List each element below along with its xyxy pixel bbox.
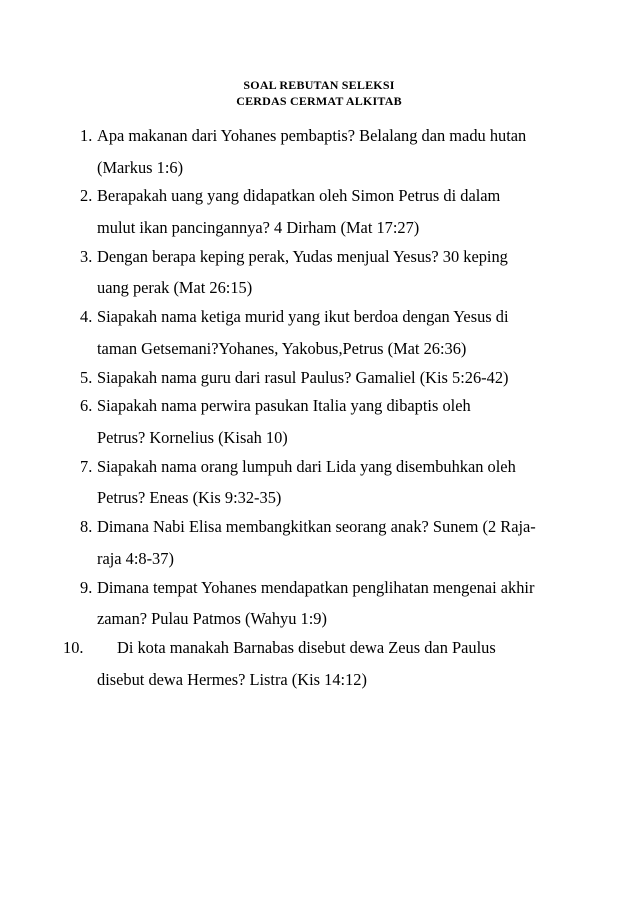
question-text-line: Siapakah nama perwira pasukan Italia yang dibaptis oleh (97, 396, 471, 416)
question-number: 8. (80, 517, 93, 537)
question-item (80, 303, 580, 363)
question-text-line: Apa makanan dari Yohanes pembaptis? Belalang dan madu hutan (97, 126, 527, 145)
question-text-line: disebut dewa Hermes? Listra (Kis 14:12) (97, 669, 367, 689)
question-number: 2. (80, 186, 93, 206)
question-number: 6. (80, 396, 93, 416)
question-item (80, 182, 580, 242)
question-number: 5. (80, 367, 93, 387)
question-text-line: Di kota manakah Barnabas disebut dewa Zeus dan Paulus (117, 637, 496, 657)
question-text-line: Dengan berapa keping perak, Yudas menjual Yesus? 30 keping (97, 246, 508, 266)
question-text-line: Berapakah uang yang didapatkan oleh Simon Petrus di dalam (97, 186, 501, 206)
question-number: 1. (80, 126, 93, 145)
question-item (80, 243, 580, 303)
question-text-line: raja 4:8-37) (97, 548, 174, 568)
question-item (80, 392, 580, 452)
question-number: 4. (80, 307, 93, 327)
question-text-line: Petrus? Eneas (Kis 9:32-35) (97, 488, 282, 508)
title-line-2: CERDAS CERMAT ALKITAB (236, 94, 402, 108)
question-number: 9. (80, 577, 93, 597)
question-text-line: mulut ikan pancingannya? 4 Dirham (Mat 17:27) (97, 217, 420, 237)
question-item (80, 364, 580, 393)
question-item (80, 574, 580, 634)
question-text-line: Dimana tempat Yohanes mendapatkan penglihatan mengenai akhir (97, 577, 535, 597)
question-item (80, 513, 580, 573)
question-number: 10. (63, 637, 84, 657)
question-number: 7. (80, 456, 93, 476)
question-text-line: (Markus 1:6) (97, 157, 184, 177)
question-text-line: zaman? Pulau Patmos (Wahyu 1:9) (97, 609, 327, 629)
question-item (80, 453, 580, 513)
question-text-line: uang perak (Mat 26:15) (97, 278, 253, 298)
question-text-line: Petrus? Kornelius (Kisah 10) (97, 427, 288, 447)
question-text-line: Siapakah nama guru dari rasul Paulus? Gamaliel (Kis 5:26-42) (97, 367, 509, 387)
question-text-line: taman Getsemani?Yohanes, Yakobus,Petrus (Mat 26:36) (97, 338, 467, 358)
question-text-line: Siapakah nama ketiga murid yang ikut berdoa dengan Yesus di (97, 307, 509, 327)
question-text-line: Dimana Nabi Elisa membangkitkan seorang anak? Sunem (2 Raja- (97, 517, 536, 537)
question-item (80, 122, 580, 182)
question-number: 3. (80, 246, 93, 266)
question-text-line: Siapakah nama orang lumpuh dari Lida yang disembuhkan oleh (97, 456, 516, 476)
document-title (0, 77, 638, 109)
question-list (63, 122, 580, 694)
question-item (63, 634, 580, 694)
title-line-1: SOAL REBUTAN SELEKSI (243, 78, 395, 92)
